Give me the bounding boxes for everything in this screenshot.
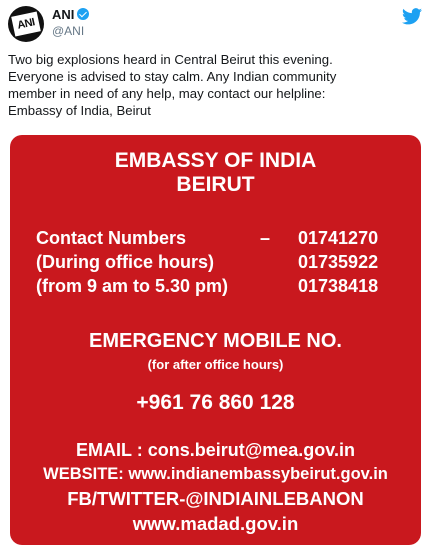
- contact-label: (from 9 am to 5.30 pm): [36, 276, 229, 296]
- tweet-header: [8, 6, 422, 46]
- contact-number: 01738418: [298, 276, 379, 296]
- user-name[interactable]: [52, 7, 89, 22]
- poster-city: BEIRUT: [176, 173, 255, 196]
- tweet-text-line: Two big explosions heard in Central Beirut this evening.: [8, 52, 333, 67]
- tweet-text-line: Everyone is advised to stay calm. Any Indian community: [8, 69, 337, 84]
- contact-label: Contact Numbers: [36, 228, 187, 248]
- ani-logo: ANI: [11, 12, 41, 37]
- twitter-bird-icon[interactable]: [402, 8, 422, 25]
- tweet-text-line: Embassy of India, Beirut: [8, 103, 151, 118]
- social-line: FB/TWITTER-@INDIAINLEBANON: [67, 488, 364, 509]
- website-line: WEBSITE: www.indianembassybeirut.gov.in: [43, 465, 388, 483]
- poster-title: EMBASSY OF INDIA: [114, 149, 317, 172]
- tweet-text: [8, 51, 422, 119]
- contact-dash: –: [260, 228, 271, 248]
- contact-label: (During office hours): [36, 252, 214, 272]
- emergency-number: +961 76 860 128: [136, 391, 295, 414]
- tweet-text-line: member in need of any help, may contact our helpline:: [8, 86, 326, 101]
- tweet-image[interactable]: [10, 135, 421, 545]
- madad-line: www.madad.gov.in: [132, 513, 299, 534]
- email-line: EMAIL : cons.beirut@mea.gov.in: [76, 440, 355, 460]
- contact-number: 01741270: [298, 228, 379, 248]
- contact-number: 01735922: [298, 252, 379, 272]
- user-name-text: ANI: [52, 7, 75, 22]
- avatar[interactable]: [8, 6, 44, 42]
- emergency-note: (for after office hours): [147, 357, 284, 372]
- emergency-title: EMERGENCY MOBILE NO.: [89, 330, 342, 352]
- verified-badge-icon: [77, 8, 89, 20]
- user-handle[interactable]: @ANI: [52, 24, 85, 38]
